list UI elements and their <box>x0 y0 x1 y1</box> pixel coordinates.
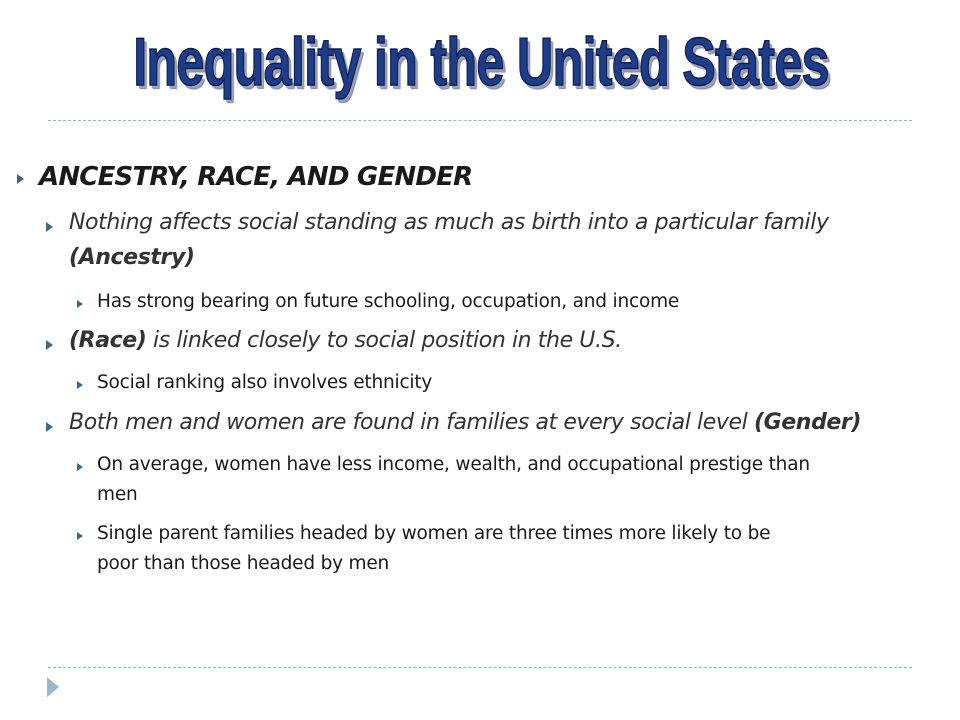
point-2-text: is linked closely to social position in the U.S. <box>146 328 622 353</box>
bullet-triangle-icon <box>77 463 83 471</box>
bullet-triangle-icon <box>77 300 83 308</box>
point-2-line-1 <box>69 328 622 353</box>
point-2-label: (Race) <box>69 328 147 353</box>
bullet-triangle-icon <box>17 174 24 184</box>
subpoint-3-1-line-2: men <box>97 484 138 505</box>
subpoint-3-1-line-1: On average, women have less income, wealth, and occupational prestige than <box>97 454 810 475</box>
section-heading: ANCESTRY, RACE, AND GENDER <box>39 162 473 192</box>
corner-triangle-icon <box>47 677 59 697</box>
subpoint-1-1: Has strong bearing on future schooling, occupation, and income <box>97 291 680 312</box>
point-1-line-2 <box>69 245 195 270</box>
point-1-label: (Ancestry) <box>69 245 195 270</box>
subpoint-2-1: Social ranking also involves ethnicity <box>97 372 433 393</box>
bullet-triangle-icon <box>77 532 83 540</box>
bullet-triangle-icon <box>46 222 53 232</box>
bullet-triangle-icon <box>46 422 53 432</box>
bullet-triangle-icon <box>77 381 83 389</box>
bottom-divider <box>48 667 912 668</box>
bullet-triangle-icon <box>46 340 53 350</box>
point-3-label: (Gender) <box>753 410 862 435</box>
point-3-line-1 <box>69 410 861 435</box>
subpoint-3-2-line-1: Single parent families headed by women are three times more likely to be <box>97 523 771 544</box>
slide-title: Inequality in the United States <box>133 24 829 100</box>
point-1-line-1: Nothing affects social standing as much as birth into a particular family <box>69 210 829 235</box>
point-3-text: Both men and women are found in families at every social level <box>69 410 754 435</box>
subpoint-3-2-line-2: poor than those headed by men <box>97 553 390 574</box>
